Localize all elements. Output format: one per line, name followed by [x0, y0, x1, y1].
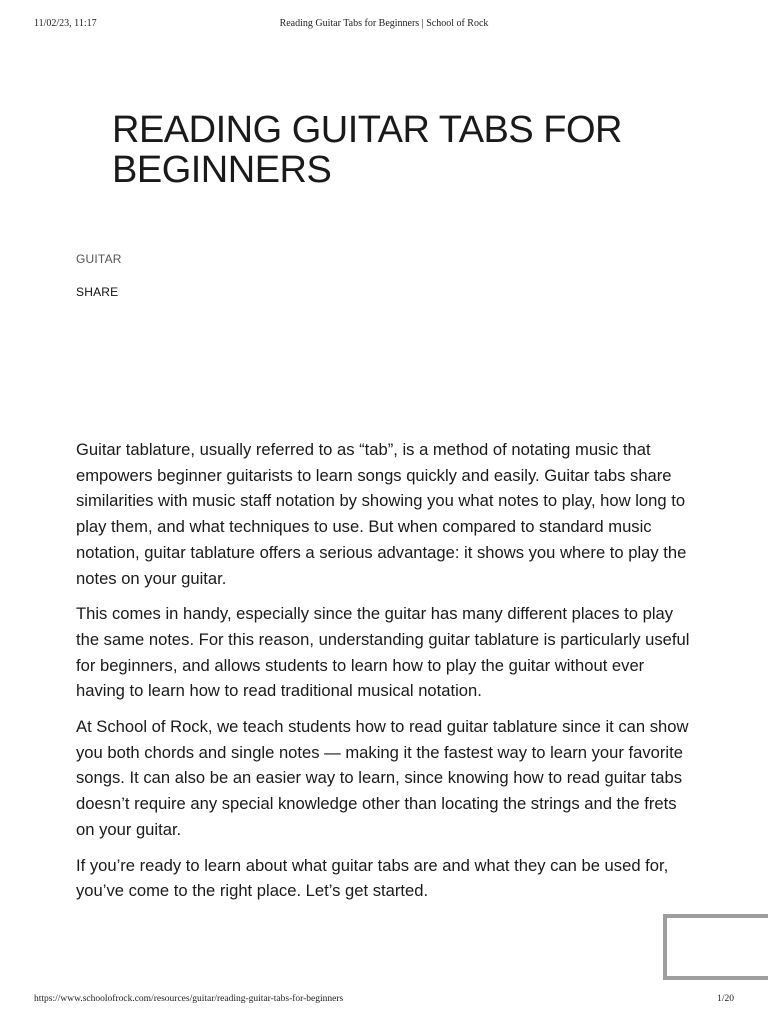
share-button[interactable]: SHARE	[76, 285, 119, 299]
article-paragraph: This comes in handy, especially since the guitar has many different places to play the same notes. For this reason, understanding guitar tablature is particularly useful for beginners, and allows students to learn how to play the guitar without ever having to learn how to read traditional musical notation.	[76, 604, 690, 701]
article-title: READING GUITAR TABS FOR BEGINNERS	[112, 109, 622, 191]
floating-widget-frame[interactable]	[663, 914, 768, 980]
print-footer	[0, 994, 768, 1008]
print-url: https://www.schoolofrock.com/resources/guitar/reading-guitar-tabs-for-beginners	[34, 994, 344, 1004]
page-number: 1/20	[717, 994, 734, 1004]
article-body	[76, 437, 691, 914]
print-page-title: Reading Guitar Tabs for Beginners | School of Rock	[279, 18, 489, 29]
article-paragraph: If you’re ready to learn about what guitar tabs are and what they can be used for, you’ve come to the right place. Let’s get started.	[76, 855, 669, 901]
print-date: 11/02/23, 11:17	[34, 18, 97, 29]
article-paragraph: At School of Rock, we teach students how to read guitar tablature since it can show you both chords and single notes — making it the fastest way to learn your favorite songs. It can also be an easier way to learn, since knowing how to read guitar tabs doesn’t require any special knowledge other than locating the strings and the frets on your guitar.	[76, 717, 689, 839]
category-link[interactable]: GUITAR	[76, 252, 122, 266]
print-header	[0, 18, 768, 32]
article-paragraph: Guitar tablature, usually referred to as “tab”, is a method of notating music that empowers beginner guitarists to learn songs quickly and easily. Guitar tabs share similarities with music staff notation by showing you what notes to play, how long to play them, and what techniques to use. But when compared to standard music notation, guitar tablature offers a serious advantage: it shows you where to play the notes on your guitar.	[76, 440, 687, 588]
